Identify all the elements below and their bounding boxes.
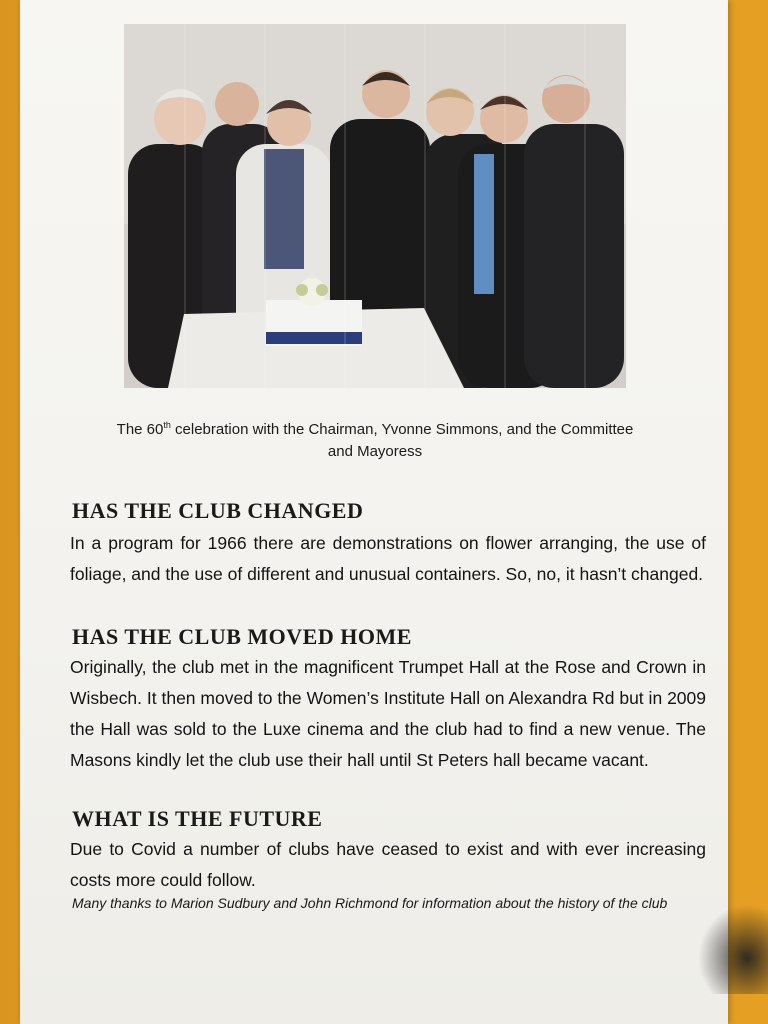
group-photo: [124, 24, 626, 388]
section-heading-future: WHAT IS THE FUTURE: [72, 806, 323, 831]
caption-line-2: and Mayoress: [327, 443, 423, 460]
section-body-future: Due to Covid a number of clubs have ceased to exist and with ever increasing costs more could follow.: [70, 839, 706, 890]
photo-caption: [60, 414, 690, 463]
caption-text: The 60: [116, 421, 164, 438]
section-heading-moved: HAS THE CLUB MOVED HOME: [72, 624, 412, 649]
caption-line-1: [60, 414, 690, 441]
document-page: [20, 0, 728, 1024]
section-body-moved: Originally, the club met in the magnificent Trumpet Hall at the Rose and Crown in Wisbech. It then moved to the Women’s Institute Hall on Alexandra Rd but in 2009 the Hall was sold to the Luxe cinema and the club had to find a new venue. The Masons kindly let the club use their hall until St Peters hall became vacant.: [70, 657, 706, 770]
section-body-changed: In a program for 1966 there are demonstrations on flower arranging, the use of foliage, and the use of different and unusual containers. So, no, it hasn’t changed.: [70, 533, 706, 584]
caption-text-rest: celebration with the Chairman, Yvonne Simmons, and the Committee: [170, 421, 634, 438]
group-photo-icon: [124, 24, 626, 388]
acknowledgement-text: Many thanks to Marion Sudbury and John Richmond for information about the history of the club: [72, 895, 668, 911]
thumb-shadow: [698, 904, 768, 994]
caption-superscript: th: [163, 420, 171, 430]
section-heading-changed: HAS THE CLUB CHANGED: [72, 498, 364, 523]
